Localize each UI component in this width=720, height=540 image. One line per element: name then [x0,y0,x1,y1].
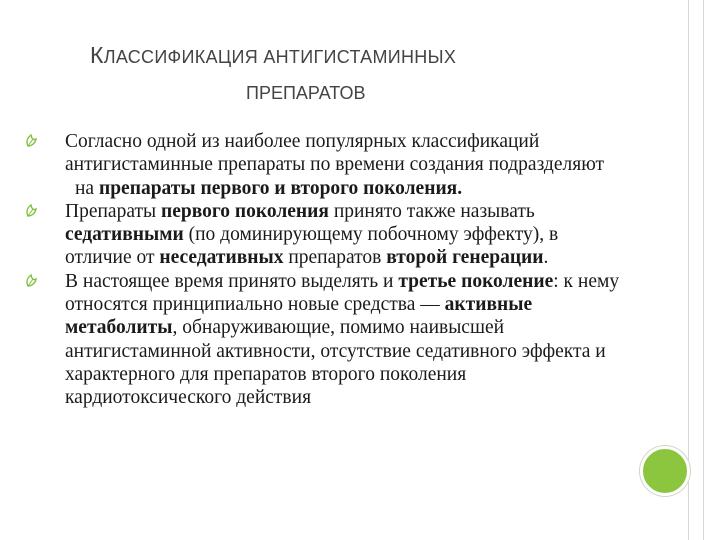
leaf-bullet-icon [24,134,38,148]
bullet-item [24,130,624,200]
decorative-frame [688,0,720,540]
text: В настоящее время принято выделять и [65,270,399,292]
bullet-item [24,200,624,270]
text: Согласно одной из наиболее популярных классификаций антигистаминные препараты по времени создания подразделяют [65,131,605,176]
bold-text: активные метаболиты [65,294,533,339]
title-line-1 [90,44,650,67]
text: : к нему относятся принципиально новые средства — [65,270,620,316]
text: (по доминирующему побочному эффекту), в отличие от [65,224,559,269]
text: , обнаруживающие, помимо наивысшей антигистаминной активности, отсутствие седативного эффекта и характерного для препаратов второго поколения кардиотоксического действия [65,317,606,409]
leaf-bullet-icon [24,274,38,288]
bold-text: первого поколения [160,200,329,222]
bold-text: второй генерации [386,247,544,269]
text: на [75,177,99,199]
text: Препараты [65,200,161,222]
bold-text: неседативных [159,247,284,269]
text: препаратов [283,247,387,269]
bold-text: третье поколение [398,270,554,292]
bullet-item [24,270,624,410]
bold-text: седативными [65,224,184,246]
leaf-bullet-icon [24,204,38,218]
text: принято также называть [328,200,535,222]
slide-title [90,44,650,102]
bullet-list [24,130,624,410]
title-capital: К [90,42,104,68]
decorative-line [703,0,704,540]
text: . [543,247,549,269]
title-line-2: ПРЕПАРАТОВ [246,83,366,103]
decorative-circle-icon [640,446,690,496]
bold-text: препараты первого и второго поколения. [98,177,463,199]
bullet-subline [65,177,624,200]
title-rest: ЛАССИФИКАЦИЯ АНТИГИСТАМИННЫХ [103,47,457,67]
